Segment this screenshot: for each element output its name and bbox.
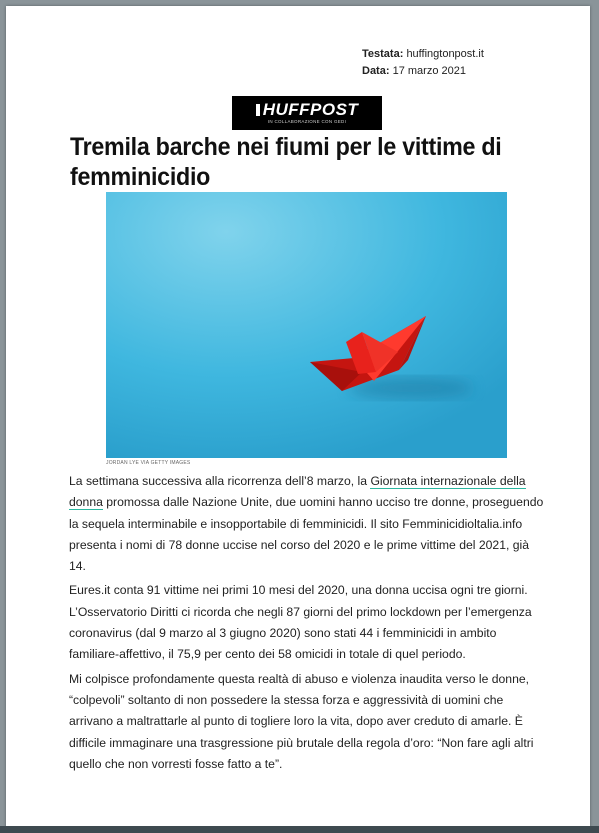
document-page xyxy=(6,6,590,828)
testata-line xyxy=(362,46,484,63)
testata-label: Testata: xyxy=(362,48,404,60)
giornata-donna-link[interactable]: Giornata internazionale della donna xyxy=(69,474,526,510)
date-line xyxy=(362,63,484,80)
paper-boat-image xyxy=(106,192,507,458)
huffpost-logo xyxy=(232,96,382,130)
paragraph-3: Mi colpisce profondamente questa realtà di abuso e violenza inaudita verso le donne, “colpevoli” soltanto di non possedere la stessa forza e aggressività di uomini che arrivano a maltrattarle al punto di togliere loro la vita, dopo aver creduto di amarle. È difficile immaginare una trasgressione più brutale della regola d’oro: “Non fare agli altri quello che non vorresti fosse fatto a te”. xyxy=(69,671,534,771)
paragraph-1: La settimana successiva alla ricorrenza dell’8 marzo, la Giornata internazionale della donna promossa dalle Nazione Unite, due uomini hanno ucciso tre donne, proseguendo la sequela interminabile e insopportabile di femminicidi. Il sito Femminicidioltalia.info presenta i nomi di 78 donne uccise nel corso del 2020 e le prime vittime del 2021, già 14. xyxy=(69,474,544,574)
date-label: Data: xyxy=(362,65,390,77)
article-photo xyxy=(106,192,507,458)
image-credit: JORDAN LYE VIA GETTY IMAGES xyxy=(106,460,191,466)
logo-subtitle: IN COLLABORAZIONE CON GEDI xyxy=(267,119,347,124)
paragraph-2: Eures.it conta 91 vittime nei primi 10 mesi del 2020, una donna uccisa ogni tre giorni. L’Osservatorio Diritti ci ricorda che negli 87 giorni del primo lockdown per l’emergenza coronavirus (dal 9 marzo al 3 giugno 2020) sono stati 44 i femminicidi in ambito familiare-affettivo, il 75,9 per cento dei 58 omicidi in totale di quel periodo. xyxy=(69,583,532,662)
logo-bar-icon xyxy=(256,104,260,116)
source-info xyxy=(362,46,484,80)
article-headline: Tremila barche nei fiumi per le vittime di femminicidio xyxy=(70,133,502,191)
article-body xyxy=(69,471,547,778)
logo-brand-text: HUFFPOST xyxy=(262,100,359,119)
date-value: 17 marzo 2021 xyxy=(392,65,466,77)
viewer-bottom-bar xyxy=(0,826,599,833)
testata-value: huffingtonpost.it xyxy=(406,48,484,60)
